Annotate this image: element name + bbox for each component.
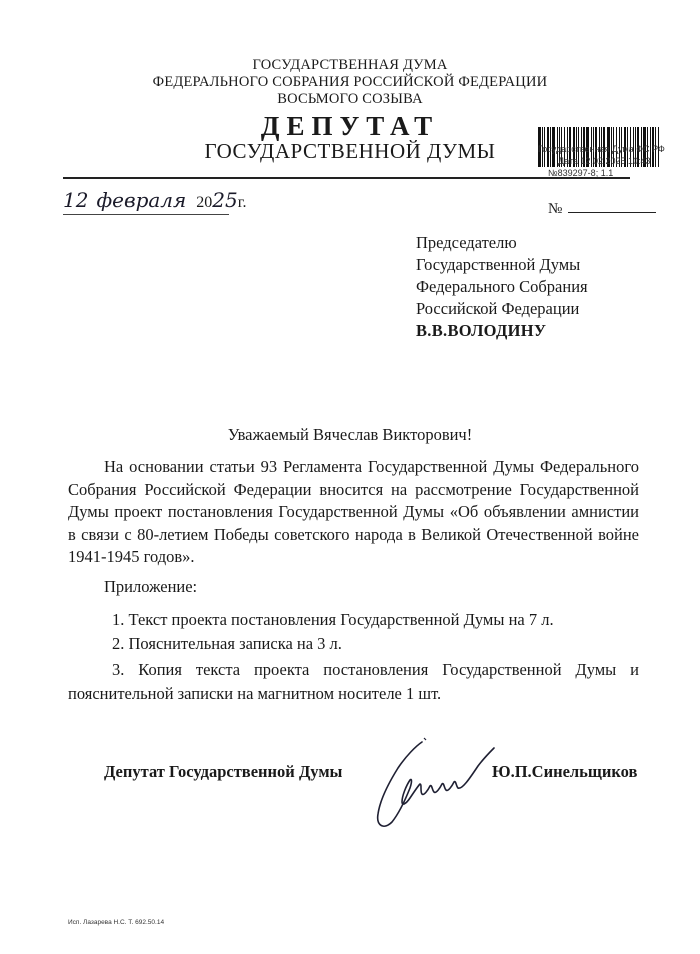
executor-info: Исп. Лазарева Н.С. Т. 692.50.14	[68, 919, 165, 926]
attachments-label: Приложение:	[104, 577, 198, 596]
body-line: Собрания Российской Федерации вносится на рассмотрение Государственной	[68, 479, 639, 499]
stamp-date: Дата 12.02.2025 10:43	[558, 156, 651, 166]
handwritten-signature	[366, 734, 496, 834]
stamp-org: Государственная Дума ФС РФ	[538, 144, 665, 154]
header-title: ДЕПУТАТ	[260, 111, 440, 141]
header-convocation: ВОСЬМОГО СОЗЫВА	[277, 91, 423, 107]
stamp-number: №839297-8; 1.1	[548, 168, 614, 178]
signatory-position: Депутат Государственной Думы	[104, 762, 343, 781]
document-date	[63, 188, 247, 212]
header-org-line2: ФЕДЕРАЛЬНОГО СОБРАНИЯ РОССИЙСКОЙ ФЕДЕРАЦИИ	[152, 74, 548, 90]
salutation: Уважаемый Вячеслав Викторович!	[227, 425, 473, 444]
addressee-line3: Федерального Собрания	[416, 277, 588, 296]
body-paragraph	[68, 456, 639, 569]
attachment-item-2: 2. Пояснительная записка на 3 л.	[112, 634, 342, 653]
date-year-suffix: 25	[212, 188, 238, 212]
attachment-item-3	[68, 658, 639, 706]
addressee-line1: Председателю	[416, 233, 517, 252]
body-line: в связи с 80-летием Победы советского народа в Великой Отечественной войне	[68, 524, 639, 544]
header-rule	[63, 177, 630, 179]
date-suffix: г.	[237, 194, 247, 211]
header-org-line1: ГОСУДАРСТВЕННАЯ ДУМА	[252, 57, 448, 73]
header-subtitle: ГОСУДАРСТВЕННОЙ ДУМЫ	[204, 139, 496, 163]
body-line	[68, 456, 639, 479]
addressee-name: В.В.ВОЛОДИНУ	[416, 321, 547, 340]
attachment-item-3-line: пояснительной записки на магнитном носителе 1 шт.	[68, 684, 442, 703]
attachment-item-3-text: 3. Копия текста проекта постановления Государственной Думы и	[112, 660, 639, 679]
addressee-line4: Российской Федерации	[416, 299, 580, 318]
body-line: Думы проект постановления Государственной Думы «Об объявлении амнистии	[68, 502, 639, 521]
signatory-name: Ю.П.Синельщиков	[492, 762, 638, 781]
date-year-prefix: 20	[196, 194, 213, 211]
date-day: 12	[63, 188, 89, 212]
addressee-line2: Государственной Думы	[416, 255, 581, 274]
attachment-item-3-line	[68, 658, 639, 682]
body-line: 1941-1945 годов».	[68, 547, 195, 566]
body-line-text: На основании статьи 93 Регламента Государственной Думы Федерального	[104, 457, 639, 476]
number-blank	[568, 200, 656, 213]
attachment-item-1: 1. Текст проекта постановления Государственной Думы на 7 л.	[112, 610, 554, 629]
number-label: №	[548, 201, 563, 217]
document-number	[548, 200, 656, 218]
date-underline	[63, 214, 229, 215]
date-month: февраля	[96, 188, 187, 212]
